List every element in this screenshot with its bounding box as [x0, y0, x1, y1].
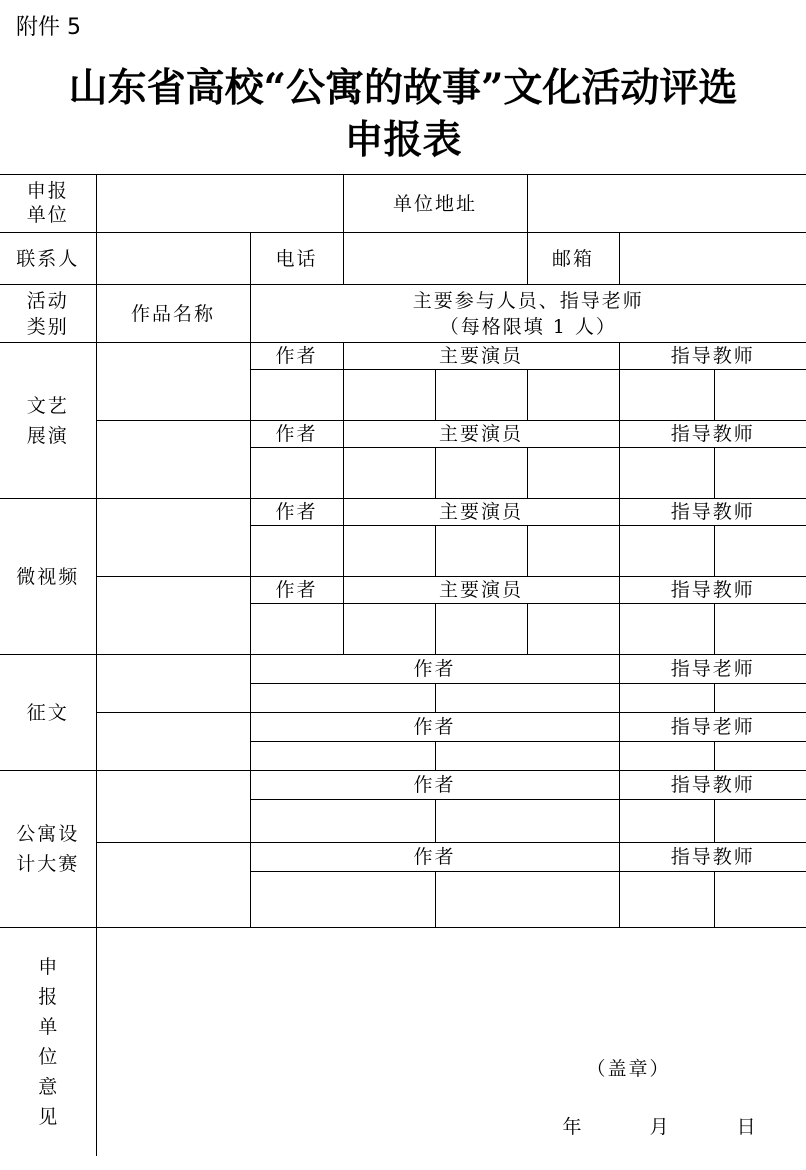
- video-row-1-head: [0, 499, 806, 526]
- design-row-2-head: [0, 843, 806, 872]
- application-form: [0, 174, 806, 1156]
- main-actors-label: 主要演员: [343, 577, 619, 604]
- video-work-1[interactable]: [96, 499, 250, 577]
- work-name-header: 作品名称: [96, 285, 250, 343]
- essay-row-2-head: [0, 713, 806, 742]
- author-label: 作者: [250, 343, 343, 370]
- opinion-label: 申报单位意见: [0, 928, 96, 1156]
- contact-field[interactable]: [96, 233, 250, 285]
- author-label: 作者: [250, 655, 619, 684]
- author-field[interactable]: [435, 742, 619, 771]
- month-label: 月: [649, 1116, 669, 1138]
- row-header: [0, 285, 806, 343]
- phone-field[interactable]: [343, 233, 527, 285]
- email-field[interactable]: [619, 233, 806, 285]
- phone-label: 电话: [250, 233, 343, 285]
- actor-field[interactable]: [343, 448, 435, 499]
- actor-field[interactable]: [527, 370, 619, 421]
- mentor-label: 指导教师: [619, 577, 806, 604]
- category-header: 活动类别: [0, 285, 96, 343]
- actor-field[interactable]: [435, 604, 527, 655]
- main-actors-label: 主要演员: [343, 343, 619, 370]
- seal-label: （盖章）: [586, 1058, 671, 1080]
- actor-field[interactable]: [435, 448, 527, 499]
- author-field[interactable]: [250, 684, 435, 713]
- author-label: 作者: [250, 713, 619, 742]
- video-work-2[interactable]: [96, 577, 250, 655]
- unit-address-field[interactable]: [527, 175, 806, 233]
- day-label: 日: [736, 1116, 756, 1138]
- arts-work-2[interactable]: [96, 421, 250, 499]
- mentor-field[interactable]: [714, 684, 806, 713]
- actor-field[interactable]: [343, 370, 435, 421]
- mentor-field[interactable]: [714, 526, 806, 577]
- mentor-field[interactable]: [714, 604, 806, 655]
- author-field[interactable]: [250, 742, 435, 771]
- mentor-field[interactable]: [619, 448, 714, 499]
- unit-field[interactable]: [96, 175, 343, 233]
- row-unit: [0, 175, 806, 233]
- essay-work-2[interactable]: [96, 713, 250, 771]
- mentor-field[interactable]: [619, 604, 714, 655]
- mentor-label: 指导老师: [619, 655, 806, 684]
- main-actors-label: 主要演员: [343, 421, 619, 448]
- arts-work-1[interactable]: [96, 343, 250, 421]
- author-field[interactable]: [250, 526, 343, 577]
- category-micro-video: 微视频: [0, 499, 96, 655]
- row-opinion: [0, 928, 806, 1156]
- mentor-label: 指导教师: [619, 843, 806, 872]
- mentor-field[interactable]: [619, 742, 714, 771]
- actor-field[interactable]: [527, 604, 619, 655]
- author-label: 作者: [250, 843, 619, 872]
- arts-row-2-head: [0, 421, 806, 448]
- category-essay: 征文: [0, 655, 96, 771]
- unit-address-label: 单位地址: [343, 175, 527, 233]
- design-work-2[interactable]: [96, 843, 250, 928]
- mentor-label: 指导教师: [619, 499, 806, 526]
- essay-row-1-head: [0, 655, 806, 684]
- actor-field[interactable]: [343, 604, 435, 655]
- main-actors-label: 主要演员: [343, 499, 619, 526]
- video-row-2-head: [0, 577, 806, 604]
- author-field[interactable]: [250, 800, 435, 843]
- category-arts: 文艺展演: [0, 343, 96, 499]
- author-field[interactable]: [250, 872, 435, 928]
- unit-label: 申报单位: [0, 175, 96, 233]
- email-label: 邮箱: [527, 233, 619, 285]
- author-field[interactable]: [435, 872, 619, 928]
- category-dorm-design: 公寓设计大赛: [0, 771, 96, 928]
- author-field[interactable]: [435, 800, 619, 843]
- opinion-field[interactable]: [96, 928, 806, 1156]
- author-label: 作者: [250, 771, 619, 800]
- mentor-label: 指导教师: [619, 421, 806, 448]
- actor-field[interactable]: [527, 526, 619, 577]
- date-line: [563, 1114, 756, 1140]
- mentor-field[interactable]: [619, 872, 714, 928]
- design-row-1-head: [0, 771, 806, 800]
- essay-work-1[interactable]: [96, 655, 250, 713]
- mentor-field[interactable]: [714, 742, 806, 771]
- actor-field[interactable]: [343, 526, 435, 577]
- mentor-field[interactable]: [619, 370, 714, 421]
- mentor-label: 指导教师: [619, 343, 806, 370]
- mentor-label: 指导老师: [619, 713, 806, 742]
- mentor-field[interactable]: [714, 872, 806, 928]
- row-contact: [0, 233, 806, 285]
- mentor-field[interactable]: [619, 526, 714, 577]
- design-work-1[interactable]: [96, 771, 250, 843]
- participants-note: （每格限填 1 人）: [439, 315, 617, 338]
- actor-field[interactable]: [527, 448, 619, 499]
- author-label: 作者: [250, 421, 343, 448]
- actor-field[interactable]: [435, 370, 527, 421]
- annex-label: 附件 5: [16, 15, 81, 40]
- author-label: 作者: [250, 499, 343, 526]
- page-title: 山东省高校“公寓的故事”文化活动评选: [68, 65, 738, 111]
- mentor-label: 指导教师: [619, 771, 806, 800]
- mentor-field[interactable]: [714, 800, 806, 843]
- author-field[interactable]: [250, 604, 343, 655]
- page-subtitle: 申报表: [344, 117, 462, 163]
- author-field[interactable]: [250, 370, 343, 421]
- author-field[interactable]: [250, 448, 343, 499]
- year-label: 年: [562, 1116, 582, 1138]
- mentor-field[interactable]: [619, 684, 714, 713]
- arts-row-1-head: [0, 343, 806, 370]
- mentor-field[interactable]: [714, 370, 806, 421]
- participants-header: [250, 285, 806, 343]
- author-field[interactable]: [435, 684, 619, 713]
- author-label: 作者: [250, 577, 343, 604]
- mentor-field[interactable]: [619, 800, 714, 843]
- participants-title: 主要参与人员、指导老师: [412, 289, 644, 312]
- actor-field[interactable]: [435, 526, 527, 577]
- mentor-field[interactable]: [714, 448, 806, 499]
- contact-label: 联系人: [0, 233, 96, 285]
